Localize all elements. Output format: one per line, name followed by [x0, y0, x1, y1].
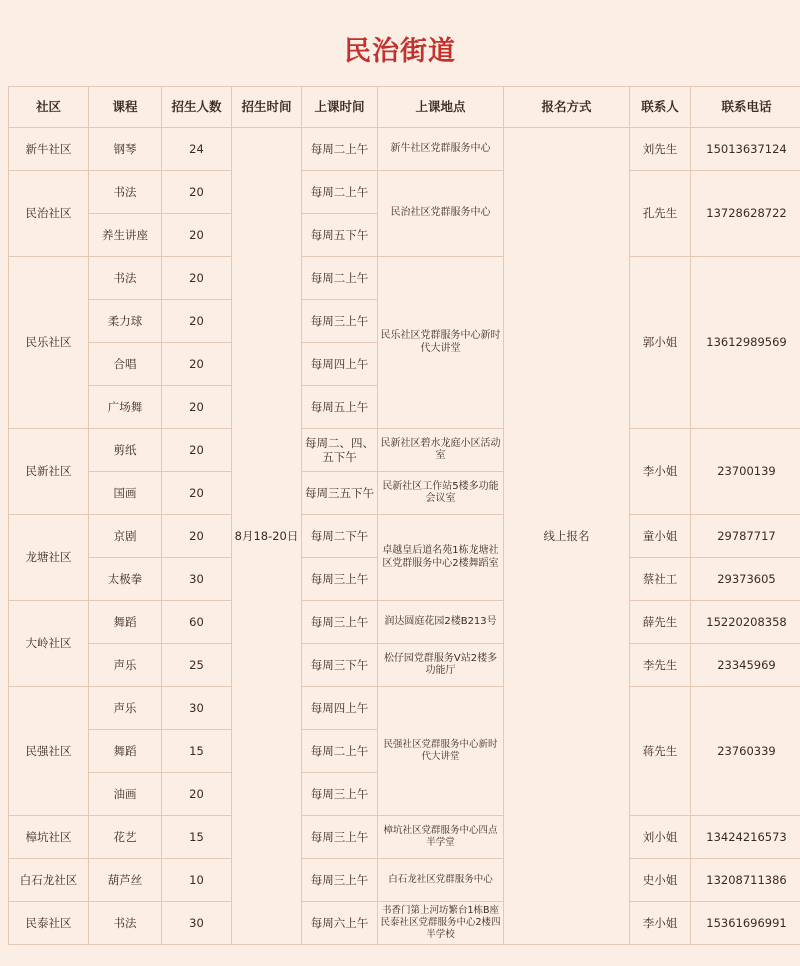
place-cell: 卓越皇后道名苑1栋龙塘社区党群服务中心2楼舞蹈室 — [378, 515, 504, 601]
class-time-cell: 每周四上午 — [302, 687, 378, 730]
community-cell: 民泰社区 — [9, 902, 89, 945]
count-cell: 24 — [162, 128, 232, 171]
count-cell: 20 — [162, 429, 232, 472]
signup-method-cell: 线上报名 — [504, 128, 630, 945]
class-time-cell: 每周五上午 — [302, 386, 378, 429]
phone-cell: 23760339 — [691, 687, 800, 816]
course-cell: 钢琴 — [89, 128, 162, 171]
phone-cell: 15361696991 — [691, 902, 800, 945]
table-row — [9, 128, 800, 171]
community-cell: 龙塘社区 — [9, 515, 89, 601]
class-time-cell: 每周六上午 — [302, 902, 378, 945]
class-time-cell: 每周三上午 — [302, 300, 378, 343]
contact-cell: 刘小姐 — [630, 816, 691, 859]
header-phone: 联系电话 — [691, 87, 800, 128]
course-cell: 舞蹈 — [89, 730, 162, 773]
count-cell: 60 — [162, 601, 232, 644]
contact-cell: 李小姐 — [630, 902, 691, 945]
header-row — [9, 87, 800, 128]
schedule-table — [8, 86, 800, 945]
contact-cell: 刘先生 — [630, 128, 691, 171]
place-cell: 书香门第上河坊繁台1栋B座民泰社区党群服务中心2楼四半学校 — [378, 902, 504, 945]
course-cell: 国画 — [89, 472, 162, 515]
contact-cell: 史小姐 — [630, 859, 691, 902]
contact-cell: 薛先生 — [630, 601, 691, 644]
course-cell: 合唱 — [89, 343, 162, 386]
class-time-cell: 每周三上午 — [302, 859, 378, 902]
course-cell: 声乐 — [89, 687, 162, 730]
page-title: 民治街道 — [344, 36, 456, 67]
count-cell: 20 — [162, 171, 232, 214]
place-cell: 樟坑社区党群服务中心四点半学堂 — [378, 816, 504, 859]
contact-cell: 童小姐 — [630, 515, 691, 558]
phone-cell: 29373605 — [691, 558, 800, 601]
phone-cell: 29787717 — [691, 515, 800, 558]
count-cell: 20 — [162, 773, 232, 816]
table-row — [9, 687, 800, 730]
count-cell: 20 — [162, 515, 232, 558]
class-time-cell: 每周二下午 — [302, 515, 378, 558]
place-cell: 民治社区党群服务中心 — [378, 171, 504, 257]
header-course: 课程 — [89, 87, 162, 128]
count-cell: 20 — [162, 257, 232, 300]
course-cell: 书法 — [89, 257, 162, 300]
class-time-cell: 每周三上午 — [302, 601, 378, 644]
count-cell: 20 — [162, 472, 232, 515]
course-cell: 广场舞 — [89, 386, 162, 429]
count-cell: 20 — [162, 386, 232, 429]
class-time-cell: 每周二上午 — [302, 257, 378, 300]
place-cell: 润达圆庭花园2楼B213号 — [378, 601, 504, 644]
phone-cell: 13424216573 — [691, 816, 800, 859]
place-cell: 白石龙社区党群服务中心 — [378, 859, 504, 902]
course-cell: 书法 — [89, 171, 162, 214]
class-time-cell: 每周三上午 — [302, 558, 378, 601]
course-cell: 葫芦丝 — [89, 859, 162, 902]
course-cell: 书法 — [89, 902, 162, 945]
contact-cell: 蔡社工 — [630, 558, 691, 601]
phone-cell: 23700139 — [691, 429, 800, 515]
class-time-cell: 每周二上午 — [302, 171, 378, 214]
count-cell: 20 — [162, 214, 232, 257]
class-time-cell: 每周五下午 — [302, 214, 378, 257]
table-row — [9, 644, 800, 687]
header-signup: 报名方式 — [504, 87, 630, 128]
count-cell: 15 — [162, 816, 232, 859]
course-cell: 柔力球 — [89, 300, 162, 343]
contact-cell: 李小姐 — [630, 429, 691, 515]
contact-cell: 李先生 — [630, 644, 691, 687]
community-cell: 民强社区 — [9, 687, 89, 816]
community-cell: 白石龙社区 — [9, 859, 89, 902]
class-time-cell: 每周三上午 — [302, 816, 378, 859]
community-cell: 樟坑社区 — [9, 816, 89, 859]
count-cell: 20 — [162, 343, 232, 386]
count-cell: 30 — [162, 687, 232, 730]
community-cell: 民乐社区 — [9, 257, 89, 429]
place-cell: 民新社区工作站5楼多功能会议室 — [378, 472, 504, 515]
course-cell: 舞蹈 — [89, 601, 162, 644]
community-cell: 民新社区 — [9, 429, 89, 515]
phone-cell: 15013637124 — [691, 128, 800, 171]
class-time-cell: 每周二上午 — [302, 730, 378, 773]
count-cell: 20 — [162, 300, 232, 343]
class-time-cell: 每周二、四、五下午 — [302, 429, 378, 472]
phone-cell: 23345969 — [691, 644, 800, 687]
place-cell: 民新社区碧水龙庭小区活动室 — [378, 429, 504, 472]
table-row — [9, 257, 800, 300]
phone-cell: 13612989569 — [691, 257, 800, 429]
course-cell: 剪纸 — [89, 429, 162, 472]
table-row — [9, 515, 800, 558]
place-cell: 新牛社区党群服务中心 — [378, 128, 504, 171]
place-cell: 民乐社区党群服务中心新时代大讲堂 — [378, 257, 504, 429]
contact-cell: 郭小姐 — [630, 257, 691, 429]
community-cell: 新牛社区 — [9, 128, 89, 171]
course-cell: 养生讲座 — [89, 214, 162, 257]
header-place: 上课地点 — [378, 87, 504, 128]
count-cell: 30 — [162, 558, 232, 601]
class-time-cell: 每周三上午 — [302, 773, 378, 816]
contact-cell: 孔先生 — [630, 171, 691, 257]
table-row — [9, 816, 800, 859]
phone-cell: 15220208358 — [691, 601, 800, 644]
community-cell: 大岭社区 — [9, 601, 89, 687]
header-enroll-time: 招生时间 — [232, 87, 302, 128]
table-row — [9, 902, 800, 945]
phone-cell: 13728628722 — [691, 171, 800, 257]
community-cell: 民治社区 — [9, 171, 89, 257]
header-contact: 联系人 — [630, 87, 691, 128]
header-class-time: 上课时间 — [302, 87, 378, 128]
header-count: 招生人数 — [162, 87, 232, 128]
phone-cell: 13208711386 — [691, 859, 800, 902]
class-time-cell: 每周四上午 — [302, 343, 378, 386]
course-cell: 油画 — [89, 773, 162, 816]
course-cell: 花艺 — [89, 816, 162, 859]
table-row — [9, 429, 800, 472]
course-cell: 京剧 — [89, 515, 162, 558]
class-time-cell: 每周二上午 — [302, 128, 378, 171]
table-row — [9, 859, 800, 902]
contact-cell: 蒋先生 — [630, 687, 691, 816]
header-community: 社区 — [9, 87, 89, 128]
course-cell: 太极拳 — [89, 558, 162, 601]
course-cell: 声乐 — [89, 644, 162, 687]
count-cell: 25 — [162, 644, 232, 687]
class-time-cell: 每周三下午 — [302, 644, 378, 687]
count-cell: 15 — [162, 730, 232, 773]
class-time-cell: 每周三五下午 — [302, 472, 378, 515]
place-cell: 民强社区党群服务中心新时代大讲堂 — [378, 687, 504, 816]
enroll-time-cell: 8月18-20日 — [232, 128, 302, 945]
table-row — [9, 171, 800, 214]
place-cell: 松仔园党群服务V站2楼多功能厅 — [378, 644, 504, 687]
table-row — [9, 601, 800, 644]
count-cell: 30 — [162, 902, 232, 945]
count-cell: 10 — [162, 859, 232, 902]
